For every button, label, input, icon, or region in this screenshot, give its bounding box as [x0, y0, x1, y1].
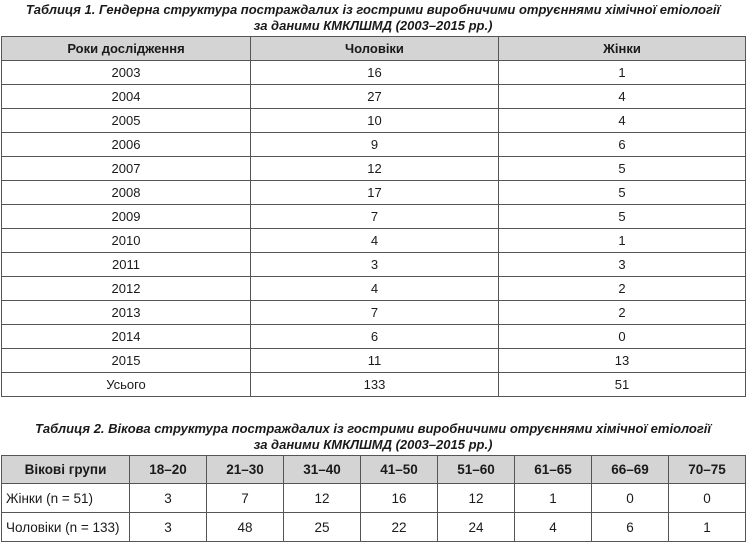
table1-cell-men: 3 — [251, 253, 499, 277]
table1-caption — [0, 2, 746, 34]
table2-cell-count: 16 — [361, 484, 438, 513]
table2-row — [2, 484, 746, 513]
table1-cell-men: 27 — [251, 85, 499, 109]
table2-cell-group-label: Жінки (n = 51) — [2, 484, 130, 513]
table2-header-age-range: 51–60 — [438, 456, 515, 484]
table2-cell-count: 3 — [130, 513, 207, 542]
table1-cell-women: 1 — [499, 229, 746, 253]
table2-cell-count: 22 — [361, 513, 438, 542]
table1-row — [2, 85, 746, 109]
table2-cell-count: 0 — [592, 484, 669, 513]
table2-header-age-range: 66–69 — [592, 456, 669, 484]
table1-cell-men: 11 — [251, 349, 499, 373]
table1-cell-men: 7 — [251, 205, 499, 229]
table2-cell-count: 48 — [207, 513, 284, 542]
table1-cell-women: 4 — [499, 85, 746, 109]
table2-header-age-range: 61–65 — [515, 456, 592, 484]
table1-cell-year: 2015 — [2, 349, 251, 373]
table1-row — [2, 157, 746, 181]
table2-cell-count: 6 — [592, 513, 669, 542]
table1-cell-men: 9 — [251, 133, 499, 157]
table1-cell-women: 2 — [499, 277, 746, 301]
table1-cell-men: 12 — [251, 157, 499, 181]
table1-row — [2, 205, 746, 229]
table1-row — [2, 253, 746, 277]
gender-structure-table — [1, 36, 746, 397]
table1-row — [2, 349, 746, 373]
table1-cell-year: 2004 — [2, 85, 251, 109]
table2-cell-count: 12 — [438, 484, 515, 513]
table1-cell-year: 2005 — [2, 109, 251, 133]
table2-cell-count: 0 — [669, 484, 746, 513]
table1-cell-year: Усього — [2, 373, 251, 397]
table2-cell-count: 12 — [284, 484, 361, 513]
table2-caption-line2: за даними КМКЛШМД (2003–2015 рр.) — [253, 437, 493, 452]
table1-cell-men: 133 — [251, 373, 499, 397]
table1-cell-year: 2014 — [2, 325, 251, 349]
table2-header-age-range: 31–40 — [284, 456, 361, 484]
table1-caption-line1: Таблиця 1. Гендерна структура постраждалих із гострими виробничими отруєннями хімічної етіології — [25, 2, 721, 17]
table2-row — [2, 513, 746, 542]
table2-cell-count: 25 — [284, 513, 361, 542]
table2-header-age-range: 18–20 — [130, 456, 207, 484]
table1-cell-men: 16 — [251, 61, 499, 85]
table1-cell-women: 5 — [499, 205, 746, 229]
table2-header-age-groups: Вікові групи — [2, 456, 130, 484]
table2-cell-count: 24 — [438, 513, 515, 542]
table1-cell-year: 2011 — [2, 253, 251, 277]
table1-cell-women: 1 — [499, 61, 746, 85]
table1-cell-women: 0 — [499, 325, 746, 349]
table1-cell-year: 2013 — [2, 301, 251, 325]
table1-cell-men: 10 — [251, 109, 499, 133]
table1-row — [2, 61, 746, 85]
table1-cell-year: 2010 — [2, 229, 251, 253]
table1-cell-men: 17 — [251, 181, 499, 205]
table1-cell-women: 3 — [499, 253, 746, 277]
table2-cell-count: 3 — [130, 484, 207, 513]
table1-header-women: Жінки — [499, 37, 746, 61]
table1-row — [2, 277, 746, 301]
table1-cell-women: 4 — [499, 109, 746, 133]
table2-cell-count: 1 — [515, 484, 592, 513]
table2-cell-count: 1 — [669, 513, 746, 542]
table1-cell-men: 4 — [251, 229, 499, 253]
table1-header-row — [2, 37, 746, 61]
table1-cell-year: 2008 — [2, 181, 251, 205]
table1-cell-women: 51 — [499, 373, 746, 397]
table1-cell-women: 6 — [499, 133, 746, 157]
table1-cell-year: 2006 — [2, 133, 251, 157]
age-structure-table — [1, 455, 746, 542]
table2-caption — [0, 421, 746, 453]
table2-cell-group-label: Чоловіки (n = 133) — [2, 513, 130, 542]
table2-header-age-range: 21–30 — [207, 456, 284, 484]
table2-header-row — [2, 456, 746, 484]
table1-cell-year: 2003 — [2, 61, 251, 85]
table1-cell-year: 2012 — [2, 277, 251, 301]
table2-cell-count: 4 — [515, 513, 592, 542]
table1-cell-year: 2009 — [2, 205, 251, 229]
table1-cell-women: 5 — [499, 181, 746, 205]
table1-header-men: Чоловіки — [251, 37, 499, 61]
table1-row — [2, 229, 746, 253]
table1-cell-women: 2 — [499, 301, 746, 325]
table1-row — [2, 181, 746, 205]
table1-cell-men: 4 — [251, 277, 499, 301]
table1-header-years: Роки дослідження — [2, 37, 251, 61]
table1-caption-line2: за даними КМКЛШМД (2003–2015 рр.) — [253, 18, 493, 33]
table1-row — [2, 301, 746, 325]
table2-cell-count: 7 — [207, 484, 284, 513]
table1-cell-men: 7 — [251, 301, 499, 325]
table1-row — [2, 373, 746, 397]
table2-header-age-range: 41–50 — [361, 456, 438, 484]
table1-row — [2, 109, 746, 133]
table1-cell-year: 2007 — [2, 157, 251, 181]
table2-caption-line1: Таблиця 2. Вікова структура постраждалих із гострими виробничими отруєннями хімічної етіології — [34, 421, 712, 436]
table2-header-age-range: 70–75 — [669, 456, 746, 484]
table1-cell-women: 13 — [499, 349, 746, 373]
table1-row — [2, 133, 746, 157]
table1-cell-men: 6 — [251, 325, 499, 349]
table1-cell-women: 5 — [499, 157, 746, 181]
table1-row — [2, 325, 746, 349]
